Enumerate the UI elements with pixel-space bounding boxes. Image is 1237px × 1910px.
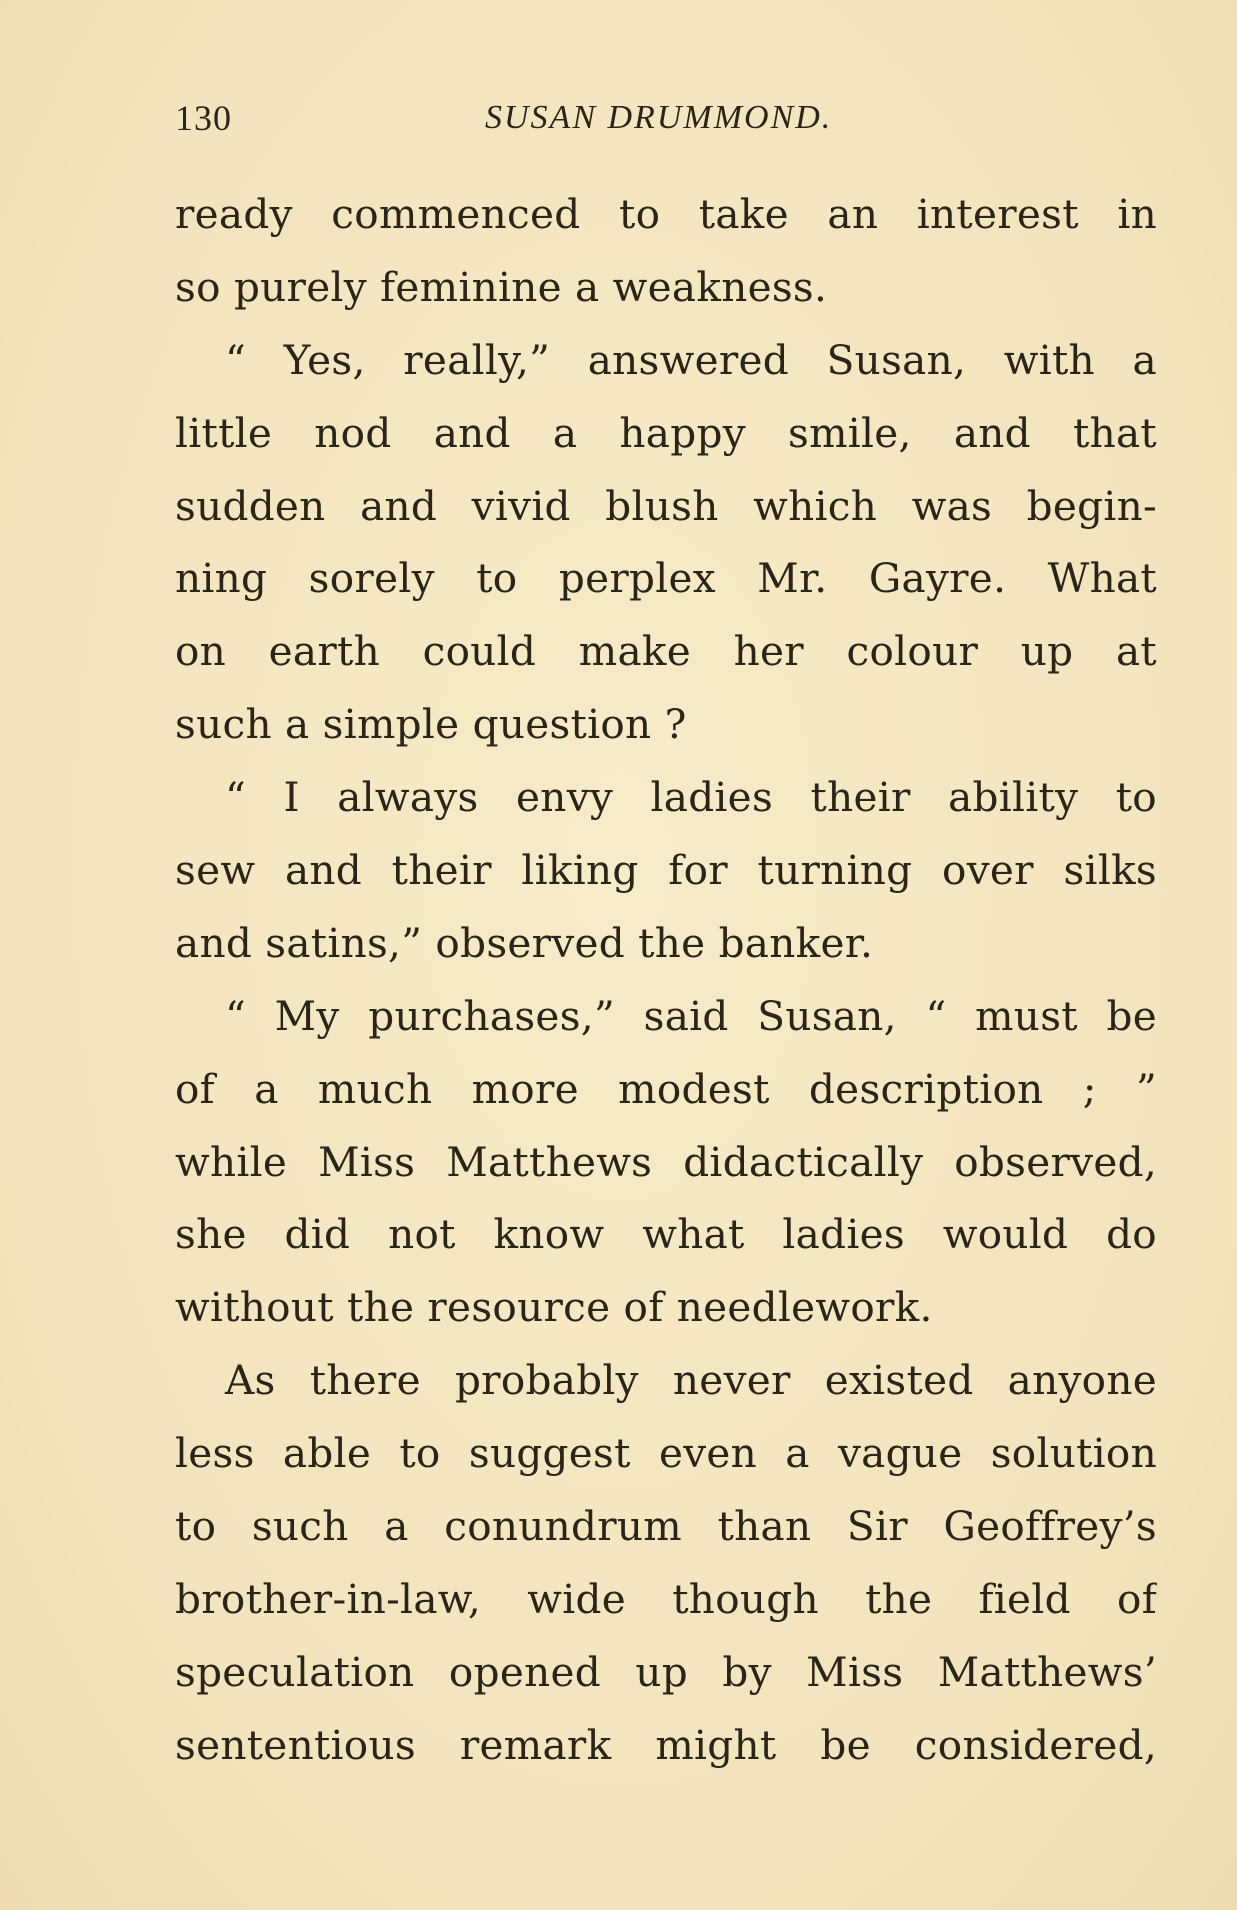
page-number: 130 <box>175 98 232 138</box>
text-line: little nod and a happy smile, and that <box>175 408 1157 457</box>
body-text <box>175 178 1157 1782</box>
book-title: SUSAN DRUMMOND. <box>485 99 833 136</box>
text-line: such a simple question ? <box>175 700 687 749</box>
running-head <box>175 97 1155 137</box>
text-line: and satins,” observed the banker. <box>175 918 874 967</box>
text-line: “ Yes, really,” answered Susan, with a <box>225 335 1157 384</box>
text-line: she did not know what ladies would do <box>175 1210 1157 1259</box>
text-line: without the resource of needlework. <box>175 1283 933 1332</box>
text-line: so purely feminine a weakness. <box>175 262 828 311</box>
text-line: “ I always envy ladies their ability to <box>225 773 1157 822</box>
text-line: of a much more modest description ; ” <box>175 1064 1157 1113</box>
text-line: ready commenced to take an interest in <box>175 190 1157 238</box>
text-line: on earth could make her colour up at <box>175 627 1157 676</box>
text-line: speculation opened up by Miss Matthews’ <box>175 1647 1157 1696</box>
text-line: “ My purchases,” said Susan, “ must be <box>225 991 1157 1040</box>
text-line: while Miss Matthews didactically observed, <box>175 1137 1157 1186</box>
text-line: less able to suggest even a vague solution <box>175 1429 1157 1478</box>
text-line: to such a conundrum than Sir Geoffrey’s <box>175 1502 1157 1551</box>
text-line: As there probably never existed anyone <box>225 1356 1157 1405</box>
text-line: sudden and vivid blush which was begin- <box>175 481 1157 530</box>
text-line: ning sorely to perplex Mr. Gayre. What <box>175 554 1157 603</box>
text-line: sew and their liking for turning over silks <box>175 846 1157 895</box>
text-line: sententious remark might be considered, <box>175 1720 1157 1769</box>
text-line: brother-in-law, wide though the field of <box>175 1574 1157 1623</box>
